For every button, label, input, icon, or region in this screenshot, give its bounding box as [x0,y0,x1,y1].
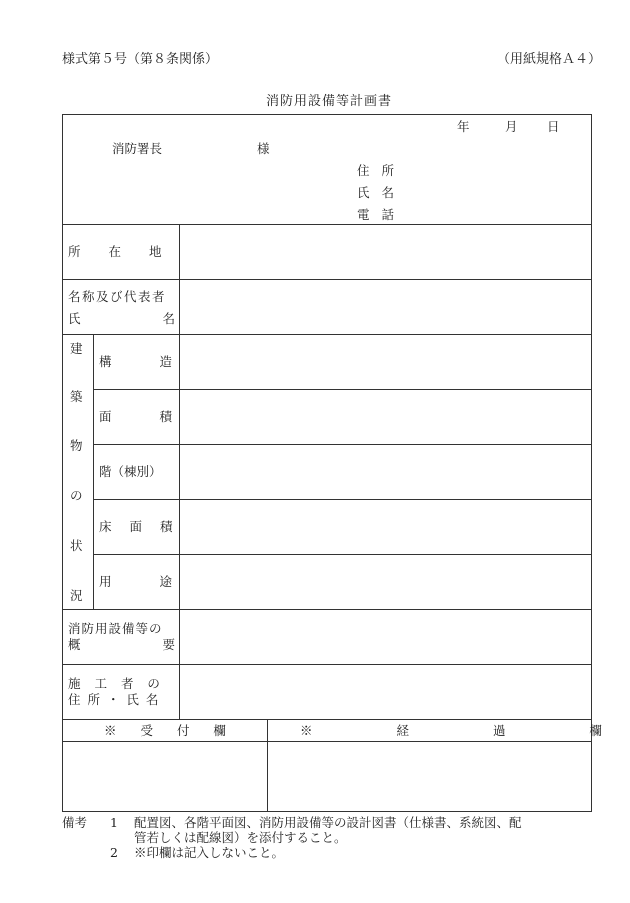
location-label: 所 在 地 [68,244,162,259]
building-status-char: 状 [70,538,83,553]
honorific: 様 [257,141,270,156]
building-status-char: 築 [70,389,83,404]
notes-label: 備考 [62,815,88,830]
form-table [62,114,592,812]
area-label: 面 積 [99,409,172,424]
name-label: 氏 名 [357,185,394,200]
building-status-char: 物 [70,438,83,453]
name-label-line1: 名称及び代表者 [68,289,167,304]
form-number: 様式第５号（第８条関係） [62,52,219,67]
building-status-char: の [70,488,83,503]
note-text: 配置図、各階平面図、消防用設備等の設計図書（仕様書、系統図、配 [134,815,522,830]
floor-area-label: 床 面 積 [99,519,173,534]
name-label-line2: 氏 名 [68,311,175,326]
contractor-label-line2: 住 所 ・ 氏 名 [68,692,159,707]
equipment-label-line1: 消防用設備等の [68,621,163,636]
progress-header: ※ 経 過 欄 [300,723,602,738]
form-title: 消防用設備等計画書 [266,94,393,109]
building-status-char: 建 [70,341,83,356]
note-text: 管若しくは配線図）を添付すること。 [134,830,347,845]
building-status-char: 況 [70,588,83,603]
address-label: 住 所 [357,163,394,178]
note-text: ※印欄は記入しないこと。 [134,845,285,860]
equipment-label-line2: 概 要 [68,637,175,652]
note-number: 1 [110,815,118,830]
addressee: 消防署長 [112,141,163,156]
date-year: 年 [457,119,470,134]
phone-label: 電 話 [357,207,394,222]
paper-spec: （用紙規格Ａ４） [497,52,602,67]
contractor-label-line1: 施 工 者 の [68,676,160,691]
floor-label: 階（棟別） [99,464,162,479]
usage-label: 用 途 [99,574,172,589]
date-day: 日 [547,119,560,134]
structure-label: 構 造 [99,354,172,369]
date-month: 月 [505,119,518,134]
reception-header: ※ 受 付 欄 [104,723,226,738]
note-number: 2 [110,845,118,860]
